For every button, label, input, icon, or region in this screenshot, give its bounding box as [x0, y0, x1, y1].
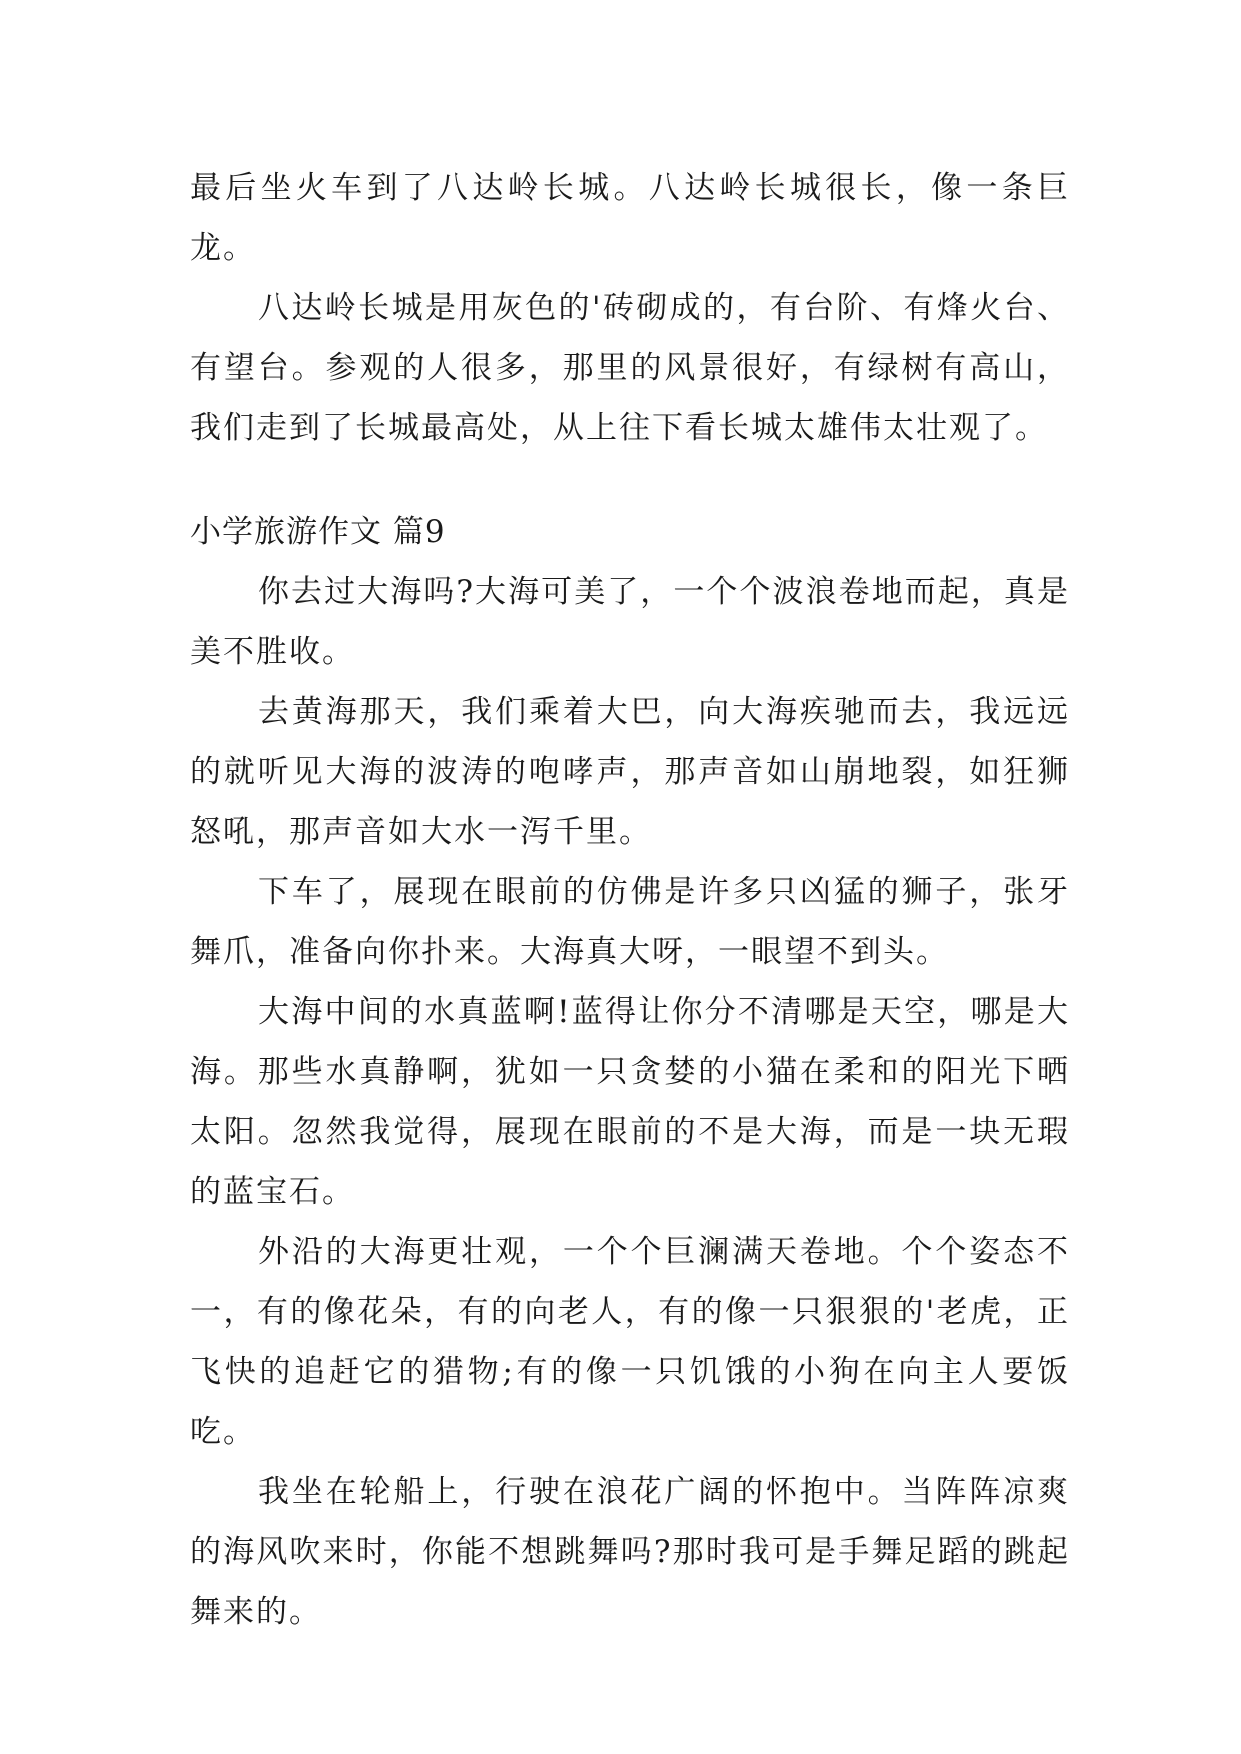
paragraph-sea-1: 你去过大海吗?大海可美了，一个个波浪卷地而起，真是美不胜收。 — [190, 574, 1070, 670]
paragraph-sea-4: 大海中间的水真蓝啊!蓝得让你分不清哪是天空，哪是大海。那些水真静啊，犹如一只贪婪的小猫在柔和的阳光下晒太阳。忽然我觉得，展现在眼前的不是大海，而是一块无瑕的蓝宝石。 — [190, 994, 1070, 1210]
paragraph-top: 最后坐火车到了八达岭长城。八达岭长城很长，像一条巨龙。 — [190, 170, 1070, 266]
paragraph-sea-5: 外沿的大海更壮观，一个个巨澜满天卷地。个个姿态不一，有的像花朵，有的向老人，有的像一只狠狠的'老虎，正飞快的追赶它的猎物;有的像一只饥饿的小狗在向主人要饭吃。 — [190, 1234, 1070, 1450]
section-heading: 小学旅游作文 篇9 — [190, 514, 446, 550]
paragraph-sea-3: 下车了，展现在眼前的仿佛是许多只凶猛的狮子，张牙舞爪，准备向你扑来。大海真大呀，一眼望不到头。 — [190, 874, 1070, 970]
paragraph-sea-6: 我坐在轮船上，行驶在浪花广阔的怀抱中。当阵阵凉爽的海风吹来时，你能不想跳舞吗?那时我可是手舞足蹈的跳起舞来的。 — [190, 1474, 1070, 1630]
paragraph-sea-2: 去黄海那天，我们乘着大巴，向大海疾驰而去，我远远的就听见大海的波涛的咆哮声，那声音如山崩地裂，如狂狮怒吼，那声音如大水一泻千里。 — [190, 694, 1070, 850]
paragraph-great-wall: 八达岭长城是用灰色的'砖砌成的，有台阶、有烽火台、有望台。参观的人很多，那里的风景很好，有绿树有高山，我们走到了长城最高处，从上往下看长城太雄伟太壮观了。 — [190, 290, 1070, 446]
document-body — [190, 158, 1070, 1642]
